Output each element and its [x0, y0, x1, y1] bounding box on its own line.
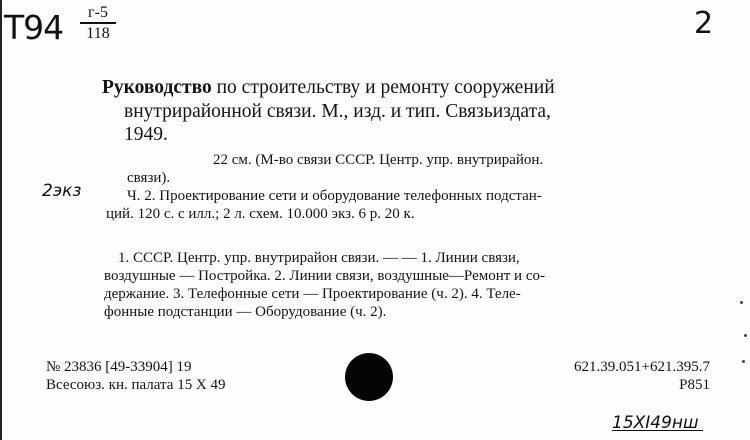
title-line-1 [102, 77, 555, 99]
description-line-2: связи). [127, 170, 171, 186]
subjects-line-2: воздушные — Постройка. 2. Линии связи, воздушные—Ремонт и со- [104, 268, 545, 284]
margin-fleck [744, 334, 747, 337]
classification-code: Р851 [679, 377, 710, 393]
title-line-2: внутрирайонной связи. М., изд. и тип. Связьиздата, [124, 101, 551, 122]
margin-fleck [740, 301, 743, 304]
card-page-number: 2 [694, 6, 714, 41]
shelf-fraction-bottom: 118 [86, 25, 110, 42]
card-punch-hole [345, 353, 393, 401]
title-line-3: 1949. [124, 124, 168, 145]
margin-fleck [742, 360, 745, 363]
book-chamber: Всесоюз. кн. палата 15 X 49 [46, 377, 226, 393]
title-heading: Руководство [102, 77, 212, 98]
title-line-1-rest: по строительству и ремонту сооружений [216, 77, 555, 98]
shelf-fraction [80, 4, 116, 44]
card-left-edge [0, 0, 2, 440]
shelf-fraction-top: г-5 [80, 4, 116, 24]
subjects-line-4: фонные подстанции — Оборудование (ч. 2). [104, 304, 387, 320]
date-note: 15XI49нш [612, 413, 699, 433]
description-line-3: Ч. 2. Проектирование сети и оборудование телефонных подстан- [127, 188, 542, 204]
copies-note: 2экз [42, 181, 82, 201]
udc-index: 621.39.051+621.395.7 [574, 359, 710, 375]
description-line-4: ций. 120 с. с илл.; 2 л. схем. 10.000 экз. 6 р. 20 к. [106, 206, 415, 222]
subjects-line-1: 1. СССР. Центр. упр. внутрирайон связи. — — 1. Линии связи, [118, 250, 520, 266]
shelf-code: Т94 [4, 8, 64, 47]
record-number: № 23836 [49-33904] 19 [46, 359, 192, 375]
description-line-1: 22 см. (М-во связи СССР. Центр. упр. внутрирайон. [213, 152, 544, 168]
subjects-line-3: держание. 3. Телефонные сети — Проектирование (ч. 2). 4. Теле- [104, 286, 521, 302]
